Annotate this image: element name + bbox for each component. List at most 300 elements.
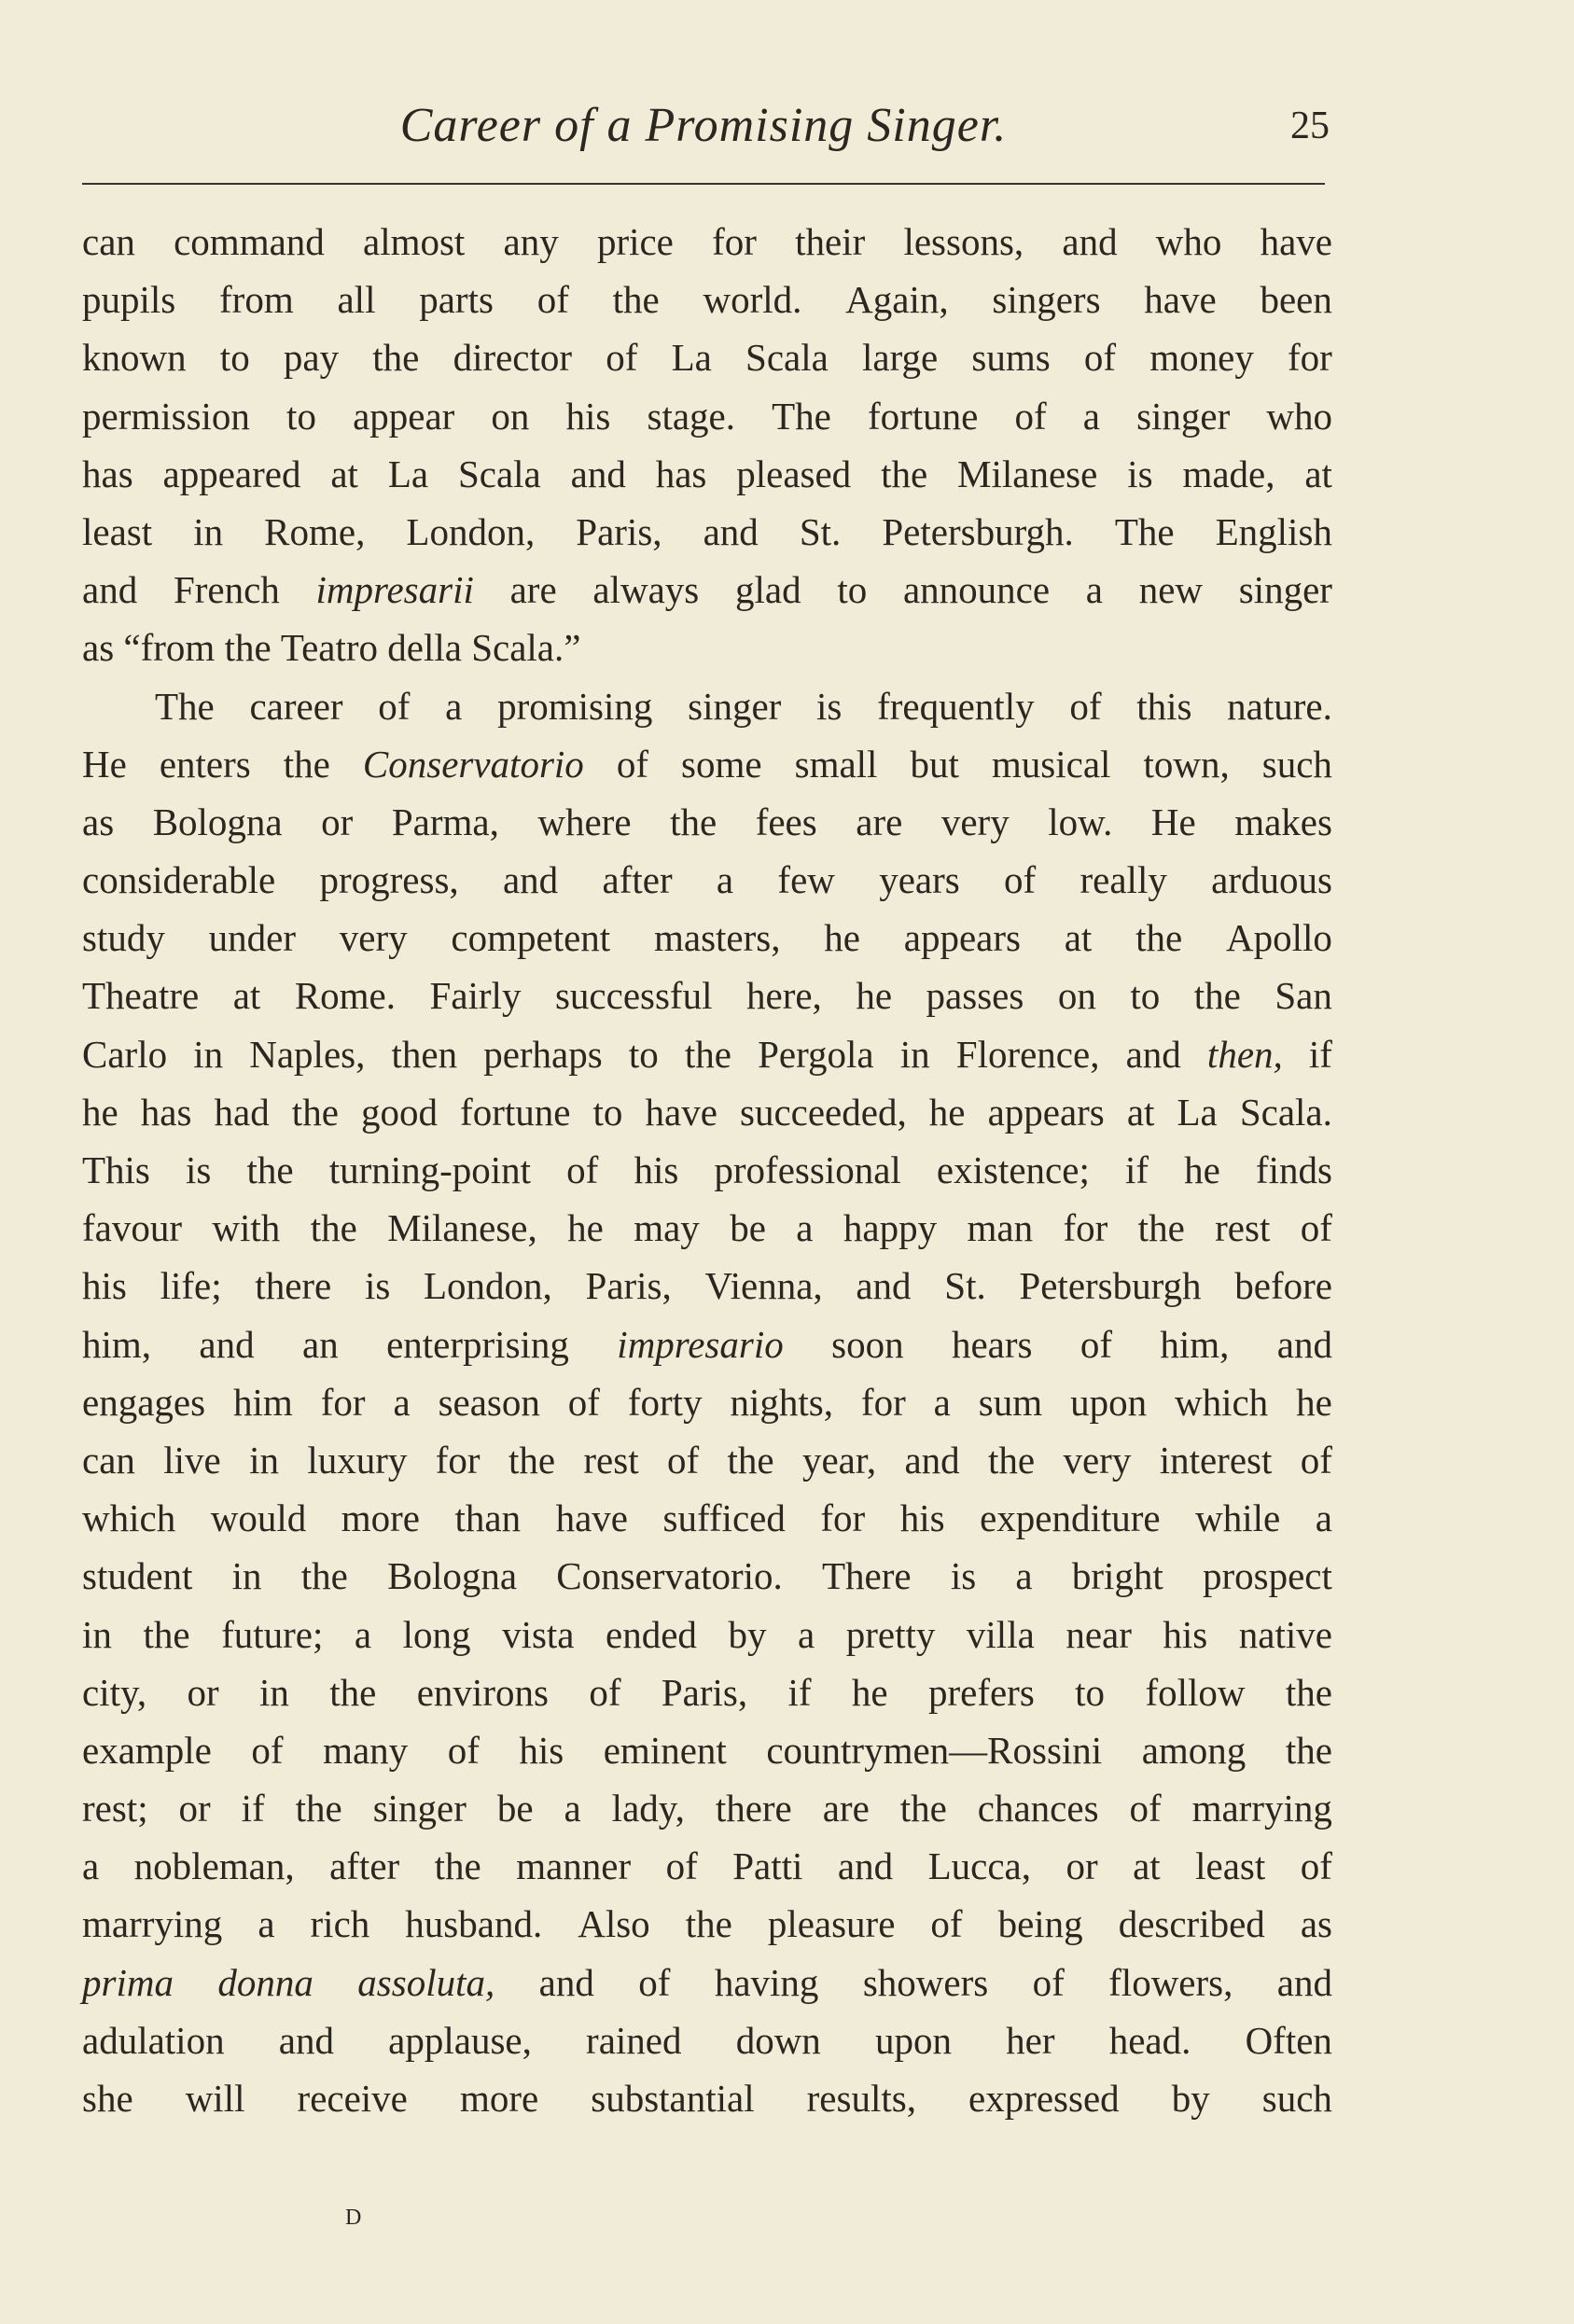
word: price (596, 220, 674, 263)
word: flowers, (1108, 1960, 1233, 2004)
word: can (82, 220, 135, 263)
word: Pergola (758, 1032, 874, 1076)
word: least (82, 509, 153, 553)
word: assoluta, (357, 1960, 495, 2004)
word: substantial (591, 2077, 755, 2120)
text-line (82, 213, 1332, 271)
word: a (82, 1844, 100, 1888)
word: a (258, 1902, 275, 1946)
word: and (502, 858, 559, 902)
word: This (82, 1148, 150, 1191)
word: La (1177, 1090, 1218, 1134)
word: ended (606, 1612, 697, 1656)
word: Parma, (391, 800, 499, 843)
word: known (82, 336, 187, 380)
word: of (378, 684, 411, 728)
text-line (82, 967, 1332, 1024)
word: him (232, 1380, 293, 1424)
word: will (185, 2077, 245, 2120)
word: small (794, 742, 878, 786)
word: and (199, 1322, 255, 1366)
word: the (727, 1438, 774, 1482)
word: Florence, (955, 1032, 1100, 1076)
word: Also (578, 1902, 650, 1946)
word: pretty (845, 1612, 936, 1656)
word: husband. (405, 1902, 543, 1946)
word: are (509, 568, 557, 612)
word: he (824, 916, 860, 960)
word: he (82, 1090, 118, 1134)
word: may (634, 1206, 700, 1250)
word: his (519, 1728, 564, 1772)
word: an (302, 1322, 339, 1366)
word: adulation (82, 2018, 225, 2062)
word: of (1129, 1787, 1162, 1830)
word: succeeded, (740, 1090, 907, 1134)
word: and (1276, 1322, 1332, 1366)
word: of (1300, 1844, 1332, 1888)
word: has (82, 452, 133, 495)
word: a (564, 1787, 581, 1830)
word: study (82, 916, 165, 960)
word: frequently (877, 684, 1035, 728)
word: La (387, 452, 429, 495)
word: him, (82, 1322, 152, 1366)
word: Again, (845, 278, 949, 322)
text-line (82, 561, 1332, 619)
text-line (82, 1895, 1332, 1953)
word: before (1234, 1264, 1332, 1308)
word: town, (1143, 742, 1230, 786)
word: Bologna (387, 1554, 518, 1598)
word: singer (372, 1787, 467, 1830)
word: if (241, 1787, 265, 1830)
word: season (438, 1380, 540, 1424)
word: in (82, 1612, 112, 1656)
text-line (82, 1257, 1332, 1315)
word: years (879, 858, 960, 902)
word: for (320, 1380, 366, 1424)
word: from (219, 278, 294, 322)
word: Scala.” (471, 626, 581, 670)
word: of (1300, 1438, 1332, 1482)
word: Scala. (1239, 1090, 1332, 1134)
word: of (1300, 1206, 1332, 1250)
text-line (82, 1025, 1332, 1083)
word: The (772, 394, 831, 438)
word: in (258, 1670, 289, 1714)
word: his (899, 1496, 945, 1540)
word: He (82, 742, 127, 786)
word: stage. (647, 394, 735, 438)
body-text (82, 213, 1332, 2127)
text-line (82, 1954, 1332, 2011)
word: expenditure (980, 1496, 1161, 1540)
word: of (1032, 1960, 1065, 2004)
word: while (1195, 1496, 1281, 1540)
word: Paris, (576, 509, 662, 553)
word: of (447, 1728, 480, 1772)
word: follow (1145, 1670, 1246, 1714)
text-line (82, 271, 1332, 328)
word: a (716, 858, 734, 902)
word: his (634, 1148, 679, 1191)
word: progress, (319, 858, 459, 902)
word: the (881, 452, 928, 495)
word: receive (297, 2077, 408, 2120)
word: masters, (653, 916, 781, 960)
text-line (82, 1373, 1332, 1431)
text-line (82, 1315, 1332, 1373)
text-line (82, 1083, 1332, 1141)
word: the (1137, 1206, 1185, 1250)
word: made, (1182, 452, 1275, 495)
word: at (1126, 1090, 1155, 1134)
word: for (1288, 336, 1332, 380)
word: lady, (611, 1787, 685, 1830)
word: singer (688, 684, 782, 728)
word: luxury (307, 1438, 408, 1482)
word: by (728, 1612, 767, 1656)
word: considerable (82, 858, 276, 902)
word: and (82, 568, 138, 612)
word: had (214, 1090, 270, 1134)
word: Fairly (429, 974, 522, 1018)
word: have (1144, 278, 1217, 322)
word: having (714, 1960, 819, 2004)
word: passes (926, 974, 1024, 1018)
text-line (82, 1489, 1332, 1547)
word: more (459, 2077, 539, 2120)
word: fees (755, 800, 817, 843)
text-line (82, 1606, 1332, 1663)
word: There (822, 1554, 912, 1598)
word: the (612, 278, 660, 322)
word: Scala (457, 452, 541, 495)
word: then, (1206, 1032, 1283, 1076)
word: competent (451, 916, 611, 960)
word: career (249, 684, 343, 728)
word: marrying (1191, 1787, 1332, 1830)
header-rule (82, 183, 1325, 185)
word: he (928, 1090, 966, 1134)
word: appears (987, 1090, 1105, 1134)
word: the (670, 800, 717, 843)
word: bright (1071, 1554, 1163, 1598)
word: as (82, 800, 115, 843)
word: and (703, 509, 759, 553)
word: makes (1234, 800, 1332, 843)
word: than (454, 1496, 522, 1540)
word: engages (82, 1380, 206, 1424)
word: showers (862, 1960, 989, 2004)
word: sum (978, 1380, 1043, 1424)
word: native (1238, 1612, 1332, 1656)
word: after (602, 858, 673, 902)
word: applause, (388, 2018, 532, 2062)
word: at (1133, 1844, 1161, 1888)
word: always (592, 568, 700, 612)
word: city, (82, 1670, 147, 1714)
word: of (567, 1380, 600, 1424)
word: he (1184, 1148, 1220, 1191)
word: he (1296, 1380, 1332, 1424)
word: for (820, 1496, 866, 1540)
word: man (967, 1206, 1034, 1250)
word: in (231, 1554, 262, 1598)
text-line (82, 1141, 1332, 1199)
word: almost (363, 220, 466, 263)
word: his (565, 394, 611, 438)
word: San (1275, 974, 1332, 1018)
word: a (393, 1380, 411, 1424)
text-line (82, 1837, 1332, 1895)
word: of (1004, 858, 1037, 902)
word: who (1155, 220, 1222, 263)
word: to (1130, 974, 1161, 1018)
word: singers (992, 278, 1101, 322)
word: with (212, 1206, 281, 1250)
word: Teatro (280, 626, 379, 670)
word: hears (951, 1322, 1033, 1366)
word: the (295, 1787, 342, 1830)
word: very (940, 800, 1010, 843)
word: of (566, 1148, 599, 1191)
word: at (330, 452, 358, 495)
word: and (904, 1438, 960, 1482)
word: been (1260, 278, 1332, 322)
word: London, (406, 509, 536, 553)
word: to (592, 1090, 623, 1134)
word: appear (353, 394, 455, 438)
word: for (435, 1438, 481, 1482)
page-number: 25 (1290, 104, 1330, 147)
word: Milanese, (387, 1206, 537, 1250)
word: soon (831, 1322, 904, 1366)
word: of (536, 278, 569, 322)
word: the (329, 1670, 377, 1714)
word: a (798, 1612, 815, 1656)
word: a (1085, 568, 1103, 612)
text-line (82, 1547, 1332, 1605)
word: the (1285, 1728, 1332, 1772)
word: the (684, 1032, 731, 1076)
word: be (496, 1787, 534, 1830)
word: and (278, 2018, 334, 2062)
word: La (671, 336, 712, 380)
word: villa (966, 1612, 1035, 1656)
text-line (82, 2069, 1332, 2127)
word: favour (82, 1206, 183, 1250)
word: marrying (82, 1902, 223, 1946)
text-line (82, 735, 1332, 793)
word: here, (746, 974, 822, 1018)
word: perhaps (483, 1032, 603, 1076)
word: of (616, 742, 648, 786)
word: parts (419, 278, 494, 322)
word: under (208, 916, 296, 960)
word: he (851, 1670, 888, 1714)
word: results, (806, 2077, 916, 2120)
word: in (249, 1438, 280, 1482)
word: can (82, 1438, 135, 1482)
word: lessons, (903, 220, 1024, 263)
word: donna (217, 1960, 313, 2004)
word: the (224, 626, 272, 670)
word: expressed (968, 2077, 1120, 2120)
word: a (445, 684, 463, 728)
word: least (1195, 1844, 1266, 1888)
text-line (82, 909, 1332, 967)
word: of (1069, 684, 1102, 728)
word: the (434, 1844, 481, 1888)
word: Petersburgh (1019, 1264, 1202, 1308)
word: long (402, 1612, 471, 1656)
word: where (537, 800, 632, 843)
word: the (1285, 1670, 1332, 1714)
word: sums (971, 336, 1051, 380)
word: any (503, 220, 559, 263)
word: prospect (1202, 1554, 1332, 1598)
word: rained (586, 2018, 682, 2062)
word: Apollo (1225, 916, 1332, 960)
word: to (628, 1032, 659, 1076)
word: really (1080, 858, 1167, 902)
word: he (856, 974, 893, 1018)
word: of (638, 1960, 671, 2004)
word: him, (1160, 1322, 1230, 1366)
word: of (1080, 1322, 1112, 1366)
word: very (1063, 1438, 1132, 1482)
word: or (178, 1787, 211, 1830)
word: turning-point (328, 1148, 532, 1191)
word: singer (1238, 568, 1332, 612)
word: rest (583, 1438, 639, 1482)
running-title: Career of a Promising Singer. (399, 99, 1008, 152)
word: if (1308, 1032, 1332, 1076)
word: rest (1215, 1206, 1271, 1250)
word: the (899, 1787, 947, 1830)
word: manner (516, 1844, 632, 1888)
word: upon (1070, 1380, 1148, 1424)
word: The (155, 684, 215, 728)
word: Rome, (264, 509, 366, 553)
word: sufficed (662, 1496, 786, 1540)
word: Bologna (152, 800, 283, 843)
word: Naples, (249, 1032, 366, 1076)
word: who (1266, 394, 1332, 438)
word: and (1062, 220, 1118, 263)
word: rich (310, 1902, 370, 1946)
word: their (795, 220, 866, 263)
text-line (82, 2011, 1332, 2069)
word: money (1149, 336, 1254, 380)
word: announce (902, 568, 1051, 612)
word: permission (82, 394, 250, 438)
word: a (933, 1380, 951, 1424)
word: impresario (617, 1322, 784, 1366)
word: have (1260, 220, 1332, 263)
word: are (856, 800, 903, 843)
word: she (82, 2077, 133, 2120)
word: forty (627, 1380, 703, 1424)
word: existence; (936, 1148, 1090, 1191)
word: being (997, 1902, 1083, 1946)
word: director (453, 336, 573, 380)
word: live (163, 1438, 221, 1482)
text-line (82, 793, 1332, 851)
word: Scala (745, 336, 829, 380)
word: are (822, 1787, 870, 1830)
word: have (555, 1496, 629, 1540)
word: Petersburgh. (882, 509, 1074, 553)
word: “from (123, 626, 216, 670)
word: of (1014, 394, 1047, 438)
word: have (645, 1090, 717, 1134)
word: Vienna, (704, 1264, 823, 1308)
word: all (337, 278, 376, 322)
word: and (856, 1264, 912, 1308)
word: is (816, 684, 843, 728)
word: in (193, 509, 224, 553)
word: then (391, 1032, 458, 1076)
word: English (1215, 509, 1332, 553)
word: The (1114, 509, 1175, 553)
word: and (1276, 1960, 1332, 2004)
word: of (930, 1902, 963, 1946)
word: is (364, 1264, 391, 1308)
word: happy (843, 1206, 938, 1250)
text-line (82, 445, 1332, 503)
word: eminent (603, 1728, 727, 1772)
word: example (82, 1728, 212, 1772)
word: He (1150, 800, 1196, 843)
word: at (1064, 916, 1093, 960)
word: this (1136, 684, 1192, 728)
word: the (246, 1148, 294, 1191)
word: few (777, 858, 835, 902)
word: chances (977, 1787, 1099, 1830)
word: to (837, 568, 868, 612)
text-line (82, 1721, 1332, 1779)
word: large (862, 336, 939, 380)
word: in (899, 1032, 930, 1076)
word: many (323, 1728, 409, 1772)
word: a (354, 1612, 372, 1656)
word: St. (799, 509, 842, 553)
word: of (606, 336, 638, 380)
word: successful (554, 974, 713, 1018)
word: a (796, 1206, 814, 1250)
text-line (82, 851, 1332, 909)
word: musical (991, 742, 1111, 786)
word: professional (714, 1148, 901, 1191)
word: nights, (730, 1380, 833, 1424)
word: fortune (867, 394, 979, 438)
word: Theatre (82, 974, 200, 1018)
text-line (82, 619, 1332, 676)
word: future; (221, 1612, 324, 1656)
word: rest; (82, 1787, 148, 1830)
word: but (910, 742, 959, 786)
word: Paris, (661, 1670, 748, 1714)
word: of (589, 1670, 621, 1714)
text-line (82, 328, 1332, 386)
word: her (1006, 2018, 1055, 2062)
word: the (1193, 974, 1241, 1018)
text-line (82, 1779, 1332, 1837)
word: the (143, 1612, 190, 1656)
